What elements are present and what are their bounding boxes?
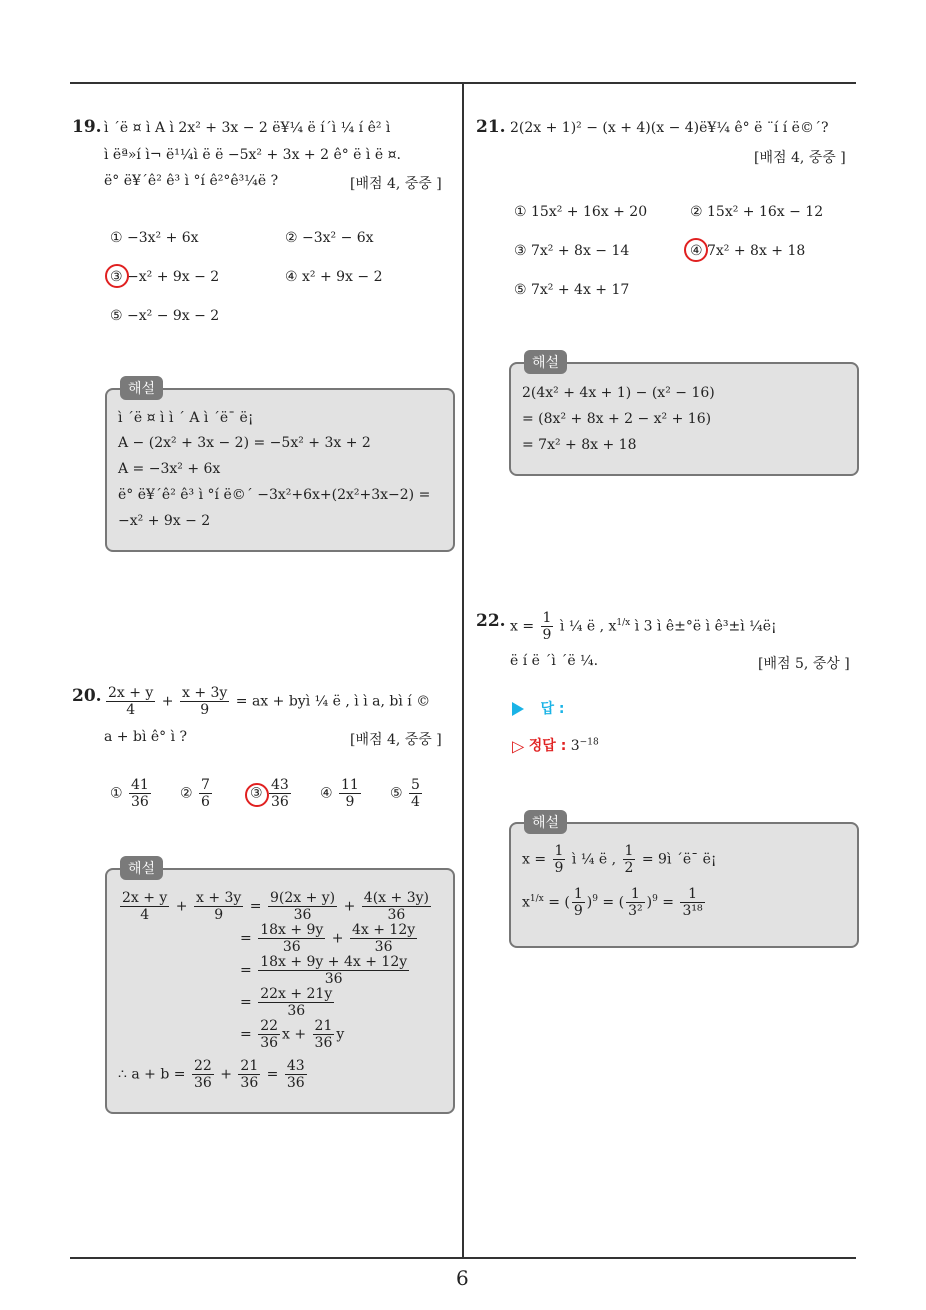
- q19-text-line1: ì ´ë ¤ ì A ì 2x² + 3x − 2 ë¥¼ ë í´ì ¼ í ê² ì: [104, 120, 391, 136]
- q22-exp-line2: $x^{1/x}$ = ( $\frac{1}{9}$ )$^9$ = ( $\frac{1}{\text{3²}}$ )$^9$ = $\frac{1}{\text{3¹⁸}}$: [522, 886, 703, 919]
- q20-exp-row1: $\frac{2x + y}{4}$ + $\frac{x + 3y}{9}$ = $\frac{9(2x + y)}{36}$ + $\frac{4(x + 3y)}{36}$: [122, 890, 429, 923]
- q22-answer-row: [512, 698, 564, 718]
- q20-choice-5-mark: ⑤: [390, 785, 403, 802]
- outline-play-icon: ▷: [512, 736, 525, 756]
- q21-choice-3[interactable]: ③ 7x² + 8x − 14: [514, 243, 630, 259]
- q19-exp-line2: A − (2x² + 3x − 2) = −5x² + 3x + 2: [118, 435, 371, 451]
- play-icon: [512, 702, 524, 716]
- q19-text-line3: ë° ë¥´ê² ê³ ì °í ê²°ê³¼ë ?: [104, 173, 279, 189]
- q22-correct-label: 정답 :: [528, 738, 567, 754]
- q22-correct-sup: −18: [579, 737, 599, 748]
- q21-exp-line1: 2(4x² + 4x + 1) − (x² − 16): [522, 385, 715, 401]
- q19-text-line2: ì ëª»í ì¬ ë¹¼ì ë ë −5x² + 3x + 2 ê° ë ì ë ¤.: [104, 147, 401, 163]
- column-divider: [462, 82, 464, 1259]
- q22-frac: $\frac{1}{9}$: [542, 610, 552, 643]
- q21-choice-5[interactable]: ⑤ 7x² + 4x + 17: [514, 282, 630, 298]
- q22-explanation-tag: 해설: [524, 810, 567, 834]
- q20-frac2-den: 9: [200, 702, 210, 718]
- q20-exp-row3: = $\frac{18x + 9y + 4x + 12y}{36}$: [240, 954, 408, 987]
- q21-choice-1[interactable]: ① 15x² + 16x + 20: [514, 204, 648, 220]
- q19-choice-4[interactable]: ④ x² + 9x − 2: [285, 269, 383, 285]
- q20-text-line1: [104, 685, 430, 718]
- q20-choice-4[interactable]: [320, 777, 363, 810]
- q22-text-line2: ë í ë ´ì ´ë ¼.: [510, 653, 599, 669]
- q20-choice-1-num: 41: [131, 777, 149, 793]
- q19-choice-1[interactable]: ① −3x² + 6x: [110, 230, 199, 246]
- q20-choice-2[interactable]: [180, 777, 214, 810]
- q20-explanation-tag: 해설: [120, 856, 163, 880]
- q20-choice-5-den: 4: [411, 794, 420, 810]
- q20-choice-5-num: 5: [411, 777, 420, 793]
- q20-text-line2: a + bì ê° ì ?: [104, 729, 188, 745]
- q22-answer-label: 답 :: [540, 701, 565, 717]
- q20-exp-row2: = $\frac{18x + 9y}{36}$ + $\frac{4x + 12y}{36}$: [240, 922, 416, 955]
- q19-choice-2[interactable]: ② −3x² − 6x: [285, 230, 374, 246]
- q20-exp-final: ∴ a + b = $\frac{22}{36}$ + $\frac{21}{36}$ = $\frac{43}{36}$: [118, 1058, 305, 1091]
- q19-choice-3[interactable]: ③ −x² + 9x − 2: [110, 269, 220, 285]
- q21-exp-line3: = 7x² + 8x + 18: [522, 437, 637, 453]
- q22-line1-b: ì ¼ ë , x: [559, 618, 617, 635]
- q20-choice-2-mark: ②: [180, 785, 193, 802]
- q19-exp-line4: ë° ë¥´ê² ê³ ì °í ë©´ −3x²+6x+(2x²+3x−2) =: [118, 487, 431, 503]
- q22-line1-a: x =: [510, 618, 535, 635]
- q22-explanation-panel: [509, 822, 859, 948]
- q20-choice-3-den: 36: [271, 794, 289, 810]
- q20-exp-row5: = $\frac{22}{36}$ x + $\frac{21}{36}$ y: [240, 1018, 345, 1051]
- q22-correct-value: 3: [570, 738, 580, 754]
- q22-correct-row: [512, 735, 599, 756]
- q20-selected-mark: [245, 783, 269, 807]
- q20-choice-2-num: 7: [201, 777, 210, 793]
- q20-choice-1-mark: ①: [110, 785, 123, 802]
- q22-score: [배점 5, 중상 ]: [758, 656, 850, 672]
- q20-choice-2-den: 6: [201, 794, 210, 810]
- q22-line1-sup: 1/x: [616, 617, 631, 628]
- q19-selected-mark: [105, 264, 129, 288]
- q19-exp-line1: ì ´ë ¤ ì ì ´ A ì ´ë¯ ë¡: [118, 410, 254, 426]
- q20-choice-4-mark: ④: [320, 785, 333, 802]
- q19-exp-line3: A = −3x² + 6x: [118, 461, 221, 477]
- q20-exp-row4: = $\frac{22x + 21y}{36}$: [240, 986, 333, 1019]
- q21-choice-2[interactable]: ② 15x² + 16x − 12: [690, 204, 824, 220]
- q20-frac2: [180, 685, 229, 718]
- q20-score: [배점 4, 중중 ]: [350, 732, 442, 748]
- q21-choice-4[interactable]: ④ 7x² + 8x + 18: [690, 243, 806, 259]
- q19-explanation-tag: 해설: [120, 376, 163, 400]
- q19-number: 19.: [72, 117, 102, 137]
- q20-frac1-num: 2x + y: [108, 685, 154, 701]
- q19-exp-line5: −x² + 9x − 2: [118, 513, 211, 529]
- q21-number: 21.: [476, 117, 506, 137]
- q19-choice-5[interactable]: ⑤ −x² − 9x − 2: [110, 308, 220, 324]
- q22-exp-line1: x = $\frac{1}{9}$ ì ¼ ë , $\frac{1}{2}$ = 9ì ´ë¯ ë¡: [522, 843, 717, 876]
- q20-choice-5[interactable]: [390, 777, 424, 810]
- q20-choice-3-num: 43: [271, 777, 289, 793]
- q22-line1-c: ì 3 ì ê±°ë ì ê³±ì ¼ë¡: [634, 618, 777, 635]
- q22-number: 22.: [476, 611, 506, 631]
- q20-choice-1[interactable]: [110, 777, 153, 810]
- q20-line1-tail: = ax + byì ¼ ë , ì ì a, bì í ©: [235, 693, 431, 710]
- q20-frac2-num: x + 3y: [181, 685, 228, 701]
- q20-frac1-den: 4: [126, 702, 136, 718]
- q21-score: [배점 4, 중중 ]: [754, 150, 846, 166]
- q19-score: [배점 4, 중중 ]: [350, 176, 442, 192]
- q21-text-line1: 2(2x + 1)² − (x + 4)(x − 4)ë¥¼ ê° ë ¨í í ë©´?: [510, 120, 829, 136]
- q20-number: 20.: [72, 686, 102, 706]
- q20-plus: +: [161, 693, 174, 710]
- page-number: 6: [456, 1266, 469, 1290]
- q22-text-line1: [510, 610, 777, 643]
- q21-selected-mark: [684, 238, 708, 262]
- q20-choice-4-num: 11: [341, 777, 359, 793]
- q21-explanation-tag: 해설: [524, 350, 567, 374]
- q20-choice-1-den: 36: [131, 794, 149, 810]
- q20-choice-3-mark: ③: [250, 785, 263, 802]
- q21-exp-line2: = (8x² + 8x + 2 − x² + 16): [522, 411, 712, 427]
- q20-frac1: [106, 685, 155, 718]
- q20-choice-4-den: 9: [345, 794, 355, 810]
